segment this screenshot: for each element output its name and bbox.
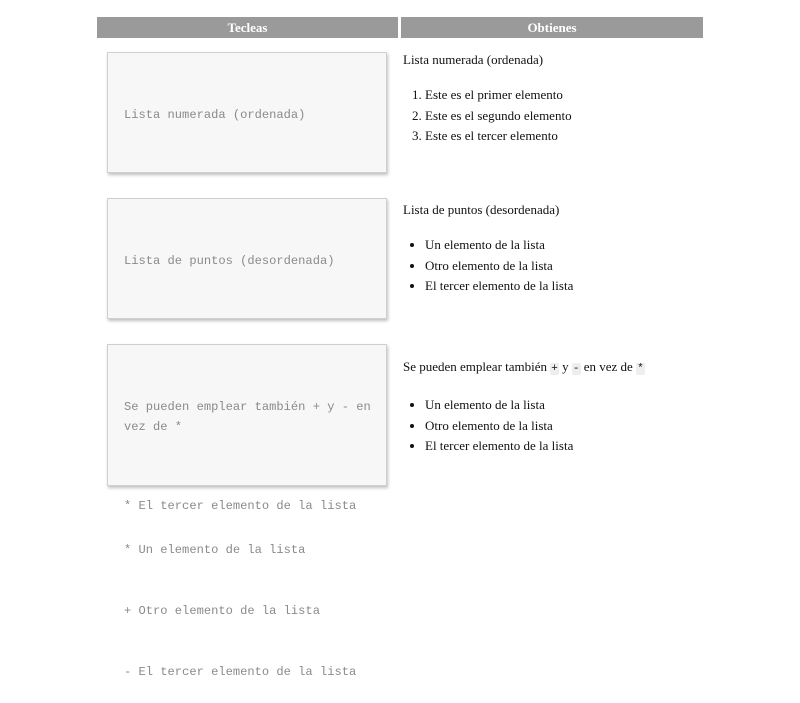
list-item: 3. Este es el tercer elemento [425, 126, 783, 147]
output-bullet-list [403, 201, 783, 297]
list-item: • Un elemento de la lista [425, 395, 783, 416]
output-mixed-markers [403, 358, 783, 457]
code-title: Lista de puntos (desordenada) [124, 253, 335, 268]
inline-code-minus: - [572, 363, 580, 375]
ordered-list [403, 85, 783, 147]
title-text: en vez de [583, 359, 633, 374]
list-item: • Otro elemento de la lista [425, 256, 783, 277]
output-title: Lista numerada (ordenada) [403, 52, 544, 67]
list-item: • Un elemento de la lista [425, 235, 783, 256]
code-block-mixed-markers [107, 344, 387, 680]
column-header-obtienes: Obtienes [401, 17, 703, 38]
output-numbered-list [403, 51, 783, 147]
list-item: • El tercer elemento de la lista [425, 436, 783, 457]
list-item: • El tercer elemento de la lista [425, 276, 783, 297]
unordered-list [403, 395, 783, 457]
code-line: + Otro elemento de la lista [124, 603, 320, 618]
inline-code-asterisk: * [637, 363, 644, 375]
code-block-numbered-list [107, 52, 387, 173]
list-item: 1. Este es el primer elemento [425, 85, 783, 106]
inline-code-plus: + [551, 363, 558, 375]
code-title: Lista numerada (ordenada) [124, 107, 306, 122]
column-header-tecleas: Tecleas [97, 17, 398, 38]
code-line: * El tercer elemento de la lista [124, 498, 357, 513]
code-title: Se pueden emplear también + y - en vez de * [124, 399, 379, 435]
title-text: Se pueden emplear también [403, 359, 548, 374]
unordered-list [403, 235, 783, 297]
code-line: - El tercer elemento de la lista [124, 665, 357, 680]
output-title [403, 358, 783, 378]
code-line: * Un elemento de la lista [124, 542, 306, 557]
title-text: y [562, 359, 569, 374]
list-item: • Otro elemento de la lista [425, 416, 783, 437]
output-title: Lista de puntos (desordenada) [403, 202, 560, 217]
list-item: 2. Este es el segundo elemento [425, 106, 783, 127]
